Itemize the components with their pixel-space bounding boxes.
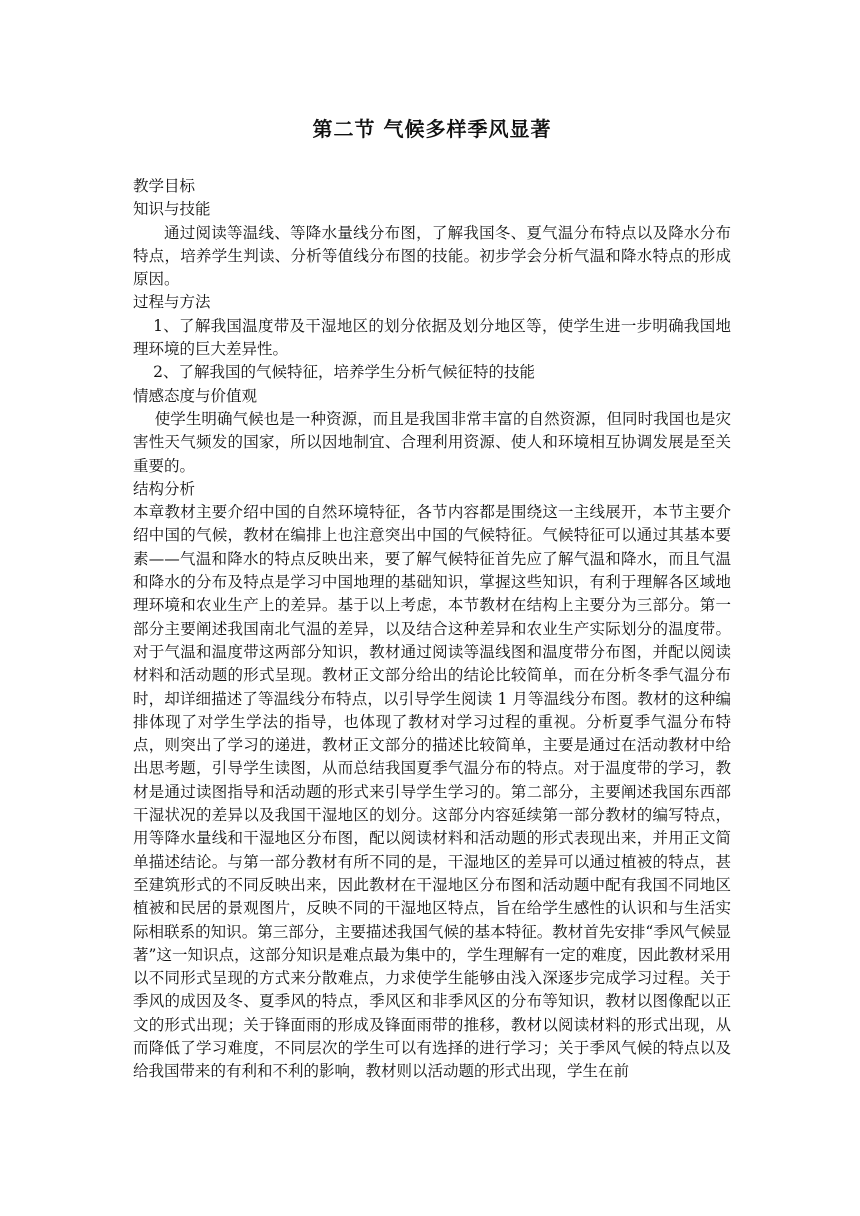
document-page (133, 115, 731, 1084)
paragraph-structure-analysis: 本章教材主要介绍中国的自然环境特征，各节内容都是围绕这一主线展开，本节主要介绍中国的气候，教材在编排上也注意突出中国的气候特征。气候特征可以通过其基本要素——气温和降水的特点反映出来，要了解气候特征首先应了解气温和降水，而且气温和降水的分布及特点是学习中国地理的基础知识，掌握这些知识，有利于理解各区域地理环境和农业生产上的差异。基于以上考虑，本节教材在结构上主要分为三部分。第一部分主要阐述我国南北气温的差异，以及结合这种差异和农业生产实际划分的温度带。对于气温和温度带这两部分知识，教材通过阅读等温线图和温度带分布图，并配以阅读材料和活动题的形式呈现。教材正文部分给出的结论比较简单，而在分析冬季气温分布时，却详细描述了等温线分布特点，以引导学生阅读 1 月等温线分布图。教材的这种编排体现了对学生学法的指导，也体现了教材对学习过程的重视。分析夏季气温分布特点，则突出了学习的递进，教材正文部分的描述比较简单，主要是通过在活动教材中给出思考题，引导学生读图，从而总结我国夏季气温分布的特点。对于温度带的学习，教材是通过读图指导和活动题的形式来引导学生学习的。第二部分，主要阐述我国东西部干湿状况的差异以及我国干湿地区的划分。这部分内容延续第一部分教材的编写特点，用等降水量线和干湿地区分布图，配以阅读材料和活动题的形式表现出来，并用正文简单描述结论。与第一部分教材有所不同的是，干湿地区的差异可以通过植被的特点，甚至建筑形式的不同反映出来，因此教材在干湿地区分布图和活动题中配有我国不同地区植被和民居的景观图片，反映不同的干湿地区特点，旨在给学生感性的认识和与生活实际相联系的知识。第三部分，主要描述我国气候的基本特征。教材首先安排“季风气候显著”这一知识点，这部分知识是难点最为集中的，学生理解有一定的难度，因此教材采用以不同形式呈现的方式来分散难点，力求使学生能够由浅入深逐步完成学习过程。关于季风的成因及冬、夏季风的特点，季风区和非季风区的分布等知识，教材以图像配以正文的形式出现；关于锋面雨的形成及锋面雨带的推移，教材以阅读材料的形式出现，从而降低了学习难度，不同层次的学生可以有选择的进行学习；关于季风气候的特点以及给我国带来的有利和不利的影响，教材则以活动题的形式出现，学生在前 (133, 503, 731, 1081)
paragraph-emotion-values: 使学生明确气候也是一种资源，而且是我国非常丰富的自然资源，但同时我国也是灾害性天气频发的国家，所以因地制宜、合理利用资源、使人和环境相互协调发展是至关重要的。 (133, 409, 731, 475)
paragraph-knowledge-skills: 通过阅读等温线、等降水量线分布图，了解我国冬、夏气温分布特点以及降水分布特点，培养学生判读、分析等值线分布图的技能。初步学会分析气温和降水特点的形成原因。 (133, 223, 731, 289)
heading-structure-analysis: 结构分析 (133, 479, 196, 498)
document-title: 第二节 气候多样季风显著 (312, 117, 552, 141)
heading-teaching-goals: 教学目标 (133, 177, 196, 195)
paragraph-process-item-1: 1、了解我国温度带及干湿地区的划分依据及划分地区等，使学生进一步明确我国地理环境的巨大差异性。 (133, 316, 731, 359)
heading-knowledge-skills: 知识与技能 (133, 200, 211, 219)
heading-emotion-values: 情感态度与价值观 (133, 386, 258, 405)
heading-process-methods: 过程与方法 (133, 293, 211, 312)
paragraph-process-item-2: 2、了解我国的气候特征，培养学生分析气候征特的技能 (153, 363, 536, 382)
